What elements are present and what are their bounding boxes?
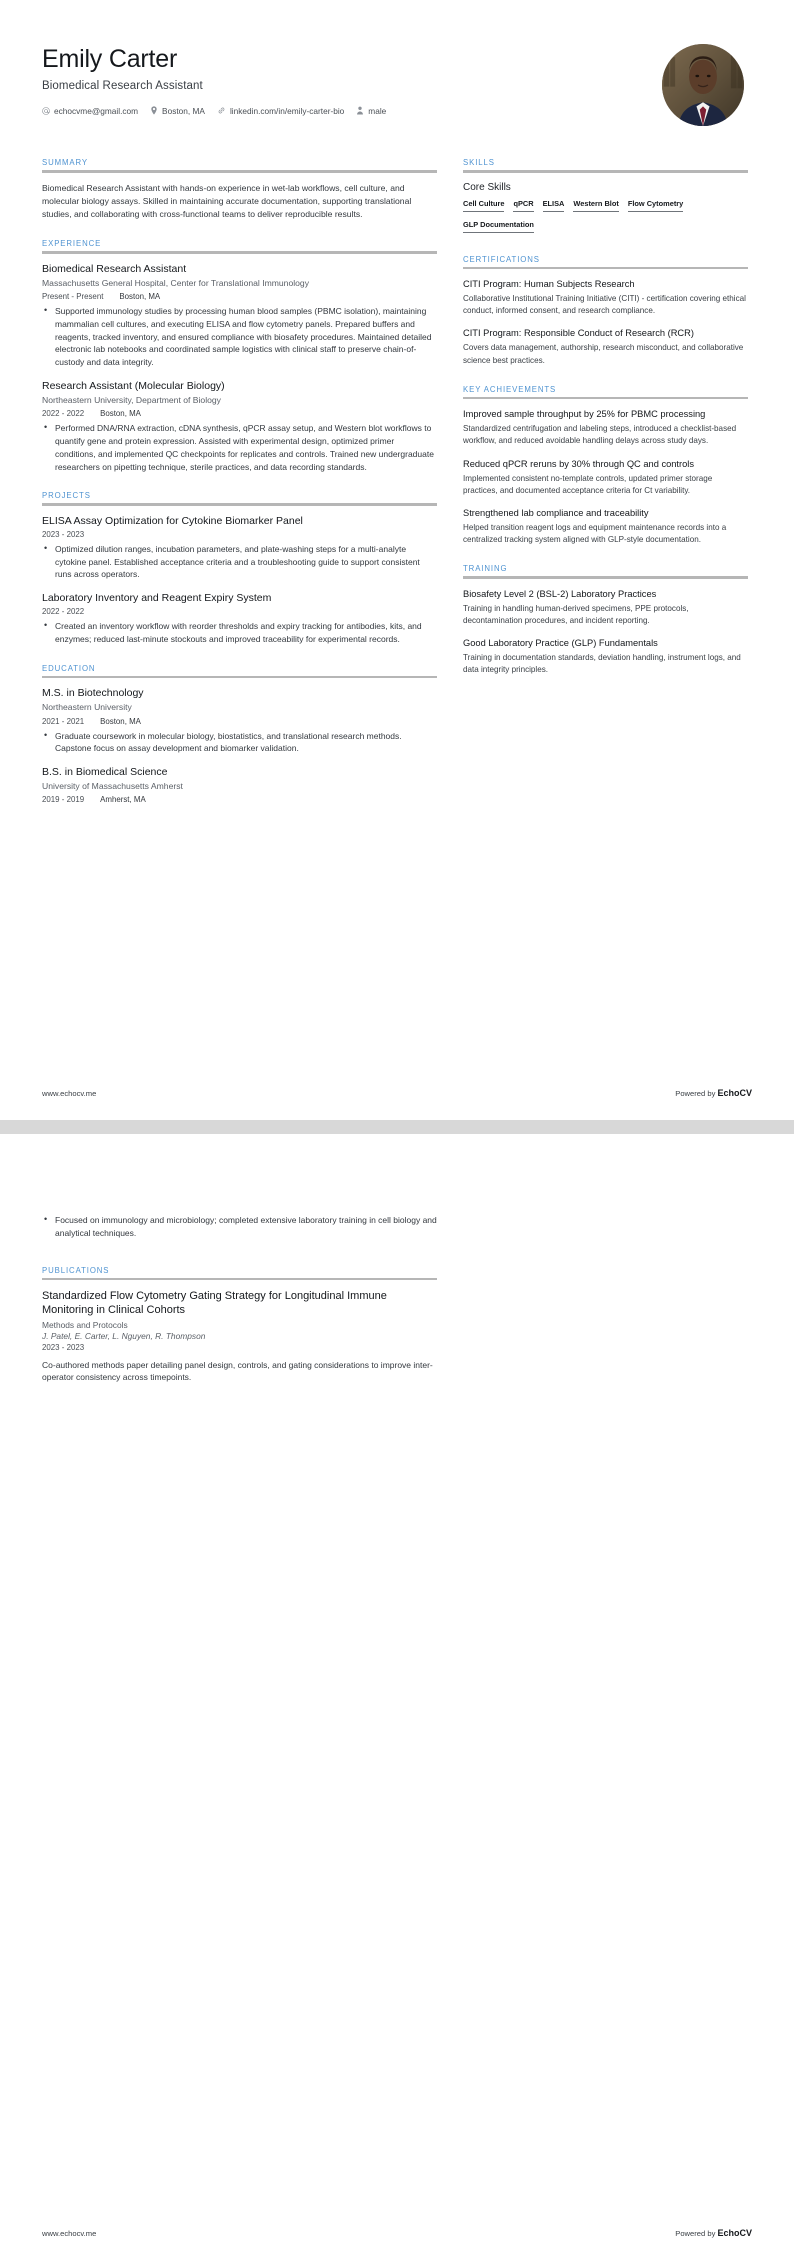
contact-linkedin-label: linkedin.com/in/emily-carter-bio — [229, 105, 345, 116]
page-footer — [42, 1088, 752, 1098]
contact-linkedin[interactable] — [217, 106, 344, 116]
contact-row — [42, 106, 662, 116]
section-title-summary: SUMMARY — [42, 158, 89, 167]
footer-brand-prefix: Powered by — [675, 2229, 718, 2238]
footer-brand-name: EchoCV — [717, 1088, 752, 1098]
achievement-description: Helped transition reagent logs and equipment maintenance records into a centralized tracking system aligned with GLP-style documentation. — [463, 523, 727, 545]
training-description: Training in handling human-derived specimens, PPE protocols, decontamination procedures, and incident reporting. — [463, 603, 689, 626]
section-experience — [42, 239, 437, 473]
education-entry — [42, 687, 437, 755]
entry-school: Northeastern University — [42, 702, 132, 713]
skill-chip: GLP Documentation — [463, 220, 534, 233]
bullet-item: • Supported immunology studies by processing human blood samples (PBMC isolation), maintaining mammalian cell cultures, and executing ELISA and flow cytometry panels. Prepared buffers and reagents, tracked inventory, and ensured compliance with biosafety procedures. Maintained detailed electronic lab notebooks and coordinated sample logistics with clinical staff to preserve chain-of-custody and data integrity. — [53, 305, 437, 369]
entry-location: Amherst, MA — [100, 795, 146, 805]
bullet-item: • Performed DNA/RNA extraction, cDNA synthesis, qPCR assay setup, and Western blot workflows to quantify gene and protein expression. Assisted with experimental design, optimized primer conditions, and implemented QC checkpoints for replicates and controls. Trained new undergraduate researchers on pipetting technique, sterile practices, and data recording standards. — [53, 422, 437, 473]
section-divider — [42, 503, 437, 506]
publication-title: Standardized Flow Cytometry Gating Strategy for Longitudinal Immune Monitoring in Clinical Cohorts — [42, 1290, 387, 1317]
entry-degree: B.S. in Biomedical Science — [42, 766, 168, 779]
entry-school: University of Massachusetts Amherst — [42, 781, 183, 792]
section-title-projects: PROJECTS — [42, 491, 91, 501]
entry-bullets — [42, 730, 437, 756]
body-columns-page2 — [42, 1214, 752, 1402]
contact-email[interactable] — [42, 106, 138, 116]
achievement-description: Standardized centrifugation and labeling steps, introduced a checklist-based workflow, and reduced avoidable handling delays across study days. — [463, 424, 737, 446]
section-title-skills: SKILLS — [463, 158, 495, 167]
training-entry — [463, 588, 748, 627]
entry-meta — [42, 292, 437, 301]
section-divider — [463, 576, 748, 579]
page-separator — [0, 1120, 794, 1134]
entry-meta — [42, 607, 437, 616]
section-divider — [463, 267, 748, 270]
avatar — [662, 44, 744, 126]
section-summary — [42, 158, 437, 221]
bullet-item: • Optimized dilution ranges, incubation parameters, and plate-washing steps for a multi-analyte cytokine panel. Established acceptance criteria and a troubleshooting guide to support consistent runs across operators. — [53, 543, 437, 581]
entry-location: Boston, MA — [100, 409, 141, 419]
footer-brand — [675, 2228, 752, 2238]
project-entry — [42, 515, 437, 581]
entry-dates: 2022 - 2022 — [42, 409, 85, 419]
resume-header — [42, 44, 752, 132]
skill-chip-list — [463, 199, 748, 237]
entry-dates: 2023 - 2023 — [42, 529, 85, 539]
project-entry — [42, 592, 437, 646]
education-entry — [42, 766, 437, 804]
page-title: Emily Carter — [42, 45, 178, 73]
section-divider — [42, 251, 437, 254]
achievement-entry — [463, 507, 748, 546]
skill-chip: Western Blot — [573, 199, 618, 212]
achievement-title: Strengthened lab compliance and traceability — [463, 507, 649, 518]
link-icon — [217, 106, 226, 115]
resume-page-2 — [0, 1134, 794, 2260]
publication-authors: J. Patel, E. Carter, L. Nguyen, R. Thompson — [42, 1330, 206, 1341]
achievement-entry — [463, 408, 748, 447]
section-title-experience: EXPERIENCE — [42, 239, 102, 249]
bullet-item: • Focused on immunology and microbiology; completed extensive laboratory training in cell biology and analytical techniques. — [53, 1214, 437, 1240]
entry-meta — [42, 795, 437, 804]
achievement-description: Implemented consistent no-template controls, updated primer storage practices, and documented acceptance criteria for Ct variability. — [463, 473, 713, 495]
certification-title: CITI Program: Human Subjects Research — [463, 279, 635, 289]
section-divider — [463, 170, 748, 173]
location-pin-icon — [150, 106, 158, 115]
footer-url[interactable]: www.echocv.me — [42, 1089, 97, 1098]
achievement-entry — [463, 458, 748, 497]
email-icon — [42, 107, 50, 115]
job-title: Biomedical Research Assistant — [42, 79, 203, 92]
entry-dates: 2022 - 2022 — [42, 607, 85, 617]
header-text-block — [42, 44, 662, 116]
footer-url[interactable]: www.echocv.me — [42, 2229, 97, 2238]
contact-location-label: Boston, MA — [162, 105, 205, 116]
skills-group-label: Core Skills — [463, 181, 511, 193]
entry-meta — [42, 409, 437, 418]
achievement-title: Reduced qPCR reruns by 30% through QC and controls — [463, 458, 694, 469]
entry-role: ELISA Assay Optimization for Cytokine Biomarker Panel — [42, 514, 303, 527]
section-title-publications: PUBLICATIONS — [42, 1265, 110, 1275]
section-divider — [42, 676, 437, 679]
publication-description: Co-authored methods paper detailing panel design, controls, and gating considerations to improve inter-operator consistency across timepoints. — [42, 1359, 433, 1383]
skill-chip: Cell Culture — [463, 199, 504, 212]
training-description: Training in documentation standards, deviation handling, instrument logs, and data integrity principles. — [463, 653, 741, 675]
entry-location: Boston, MA — [119, 292, 161, 302]
bullet-item: • Graduate coursework in molecular biology, biostatistics, and translational research methods. Capstone focus on assay development and biomarker validation. — [53, 730, 437, 756]
entry-org: Northeastern University, Department of Biology — [42, 395, 221, 406]
contact-gender-label: male — [368, 105, 387, 116]
entry-dates: Present - Present — [42, 292, 104, 302]
skill-chip: ELISA — [543, 199, 565, 212]
person-icon — [356, 106, 364, 115]
training-title: Biosafety Level 2 (BSL-2) Laboratory Practices — [463, 588, 657, 599]
certification-description: Collaborative Institutional Training Initiative (CITI) - certification covering ethical conduct, informed consent, and research compliance. — [463, 294, 746, 316]
section-skills — [463, 158, 748, 237]
training-entry — [463, 637, 748, 676]
footer-brand-name: EchoCV — [717, 2228, 752, 2238]
entry-bullets — [42, 543, 437, 581]
entry-degree: M.S. in Biotechnology — [42, 687, 144, 700]
section-divider — [42, 170, 437, 173]
certification-title: CITI Program: Responsible Conduct of Research (RCR) — [463, 328, 694, 339]
entry-dates: 2021 - 2021 — [42, 716, 85, 726]
experience-entry — [42, 263, 437, 369]
entry-org: Massachusetts General Hospital, Center for Translational Immunology — [42, 278, 310, 289]
entry-dates: 2019 - 2019 — [42, 795, 85, 805]
skill-chip: Flow Cytometry — [628, 199, 683, 212]
left-column — [42, 158, 437, 822]
section-title-training: TRAINING — [463, 564, 508, 574]
section-training — [463, 564, 748, 676]
certification-description: Covers data management, authorship, research misconduct, and collaborative science best practices. — [463, 343, 744, 365]
bullet-item: • Created an inventory workflow with reorder thresholds and expiry tracking for antibodies, kits, and enzymes; reduced last-minute stockouts and improved traceability for experimental records. — [53, 620, 437, 646]
entry-meta — [42, 530, 437, 539]
contact-location — [150, 106, 205, 116]
section-title-certifications: CERTIFICATIONS — [463, 254, 540, 264]
skill-chip: qPCR — [513, 199, 533, 212]
entry-location: Boston, MA — [100, 716, 141, 726]
section-publications — [42, 1266, 437, 1385]
footer-brand-prefix: Powered by — [675, 1089, 718, 1098]
entry-bullets — [42, 422, 437, 473]
section-key-achievements — [463, 385, 748, 547]
section-education — [42, 664, 437, 805]
certification-entry — [463, 327, 748, 366]
contact-gender — [356, 106, 386, 116]
experience-entry — [42, 380, 437, 473]
section-projects — [42, 491, 437, 646]
right-column — [463, 158, 748, 695]
section-title-education: EDUCATION — [42, 663, 96, 673]
entry-bullets — [42, 620, 437, 646]
section-divider — [463, 397, 748, 400]
section-certifications — [463, 255, 748, 367]
publication-entry — [42, 1289, 437, 1384]
section-title-key-achievements: KEY ACHIEVEMENTS — [463, 384, 557, 394]
publication-dates: 2023 - 2023 — [42, 1342, 85, 1352]
page-footer — [42, 2228, 752, 2238]
section-divider — [42, 1278, 437, 1281]
footer-brand — [675, 1088, 752, 1098]
training-title: Good Laboratory Practice (GLP) Fundamentals — [463, 638, 658, 649]
entry-role: Laboratory Inventory and Reagent Expiry System — [42, 592, 272, 605]
body-columns — [42, 158, 752, 822]
education-continued-bullets — [42, 1214, 437, 1240]
resume-page-1 — [0, 0, 794, 1120]
certification-entry — [463, 278, 748, 317]
entry-bullets — [42, 305, 437, 369]
entry-role: Biomedical Research Assistant — [42, 262, 187, 275]
summary-text: Biomedical Research Assistant with hands-on experience in wet-lab workflows, cell culture, and molecular biology assays. Skilled in maintaining accurate documentation, supporting translational studies, and collaborating with cross-functional teams to deliver reproducible results. — [42, 182, 412, 220]
publication-journal: Methods and Protocols — [42, 1319, 128, 1330]
avatar-photo — [662, 44, 744, 126]
entry-meta — [42, 717, 437, 726]
entry-role: Research Assistant (Molecular Biology) — [42, 379, 225, 392]
left-column-page2 — [42, 1214, 437, 1402]
achievement-title: Improved sample throughput by 25% for PBMC processing — [463, 409, 706, 420]
contact-email-label: echocvme@gmail.com — [54, 105, 139, 116]
